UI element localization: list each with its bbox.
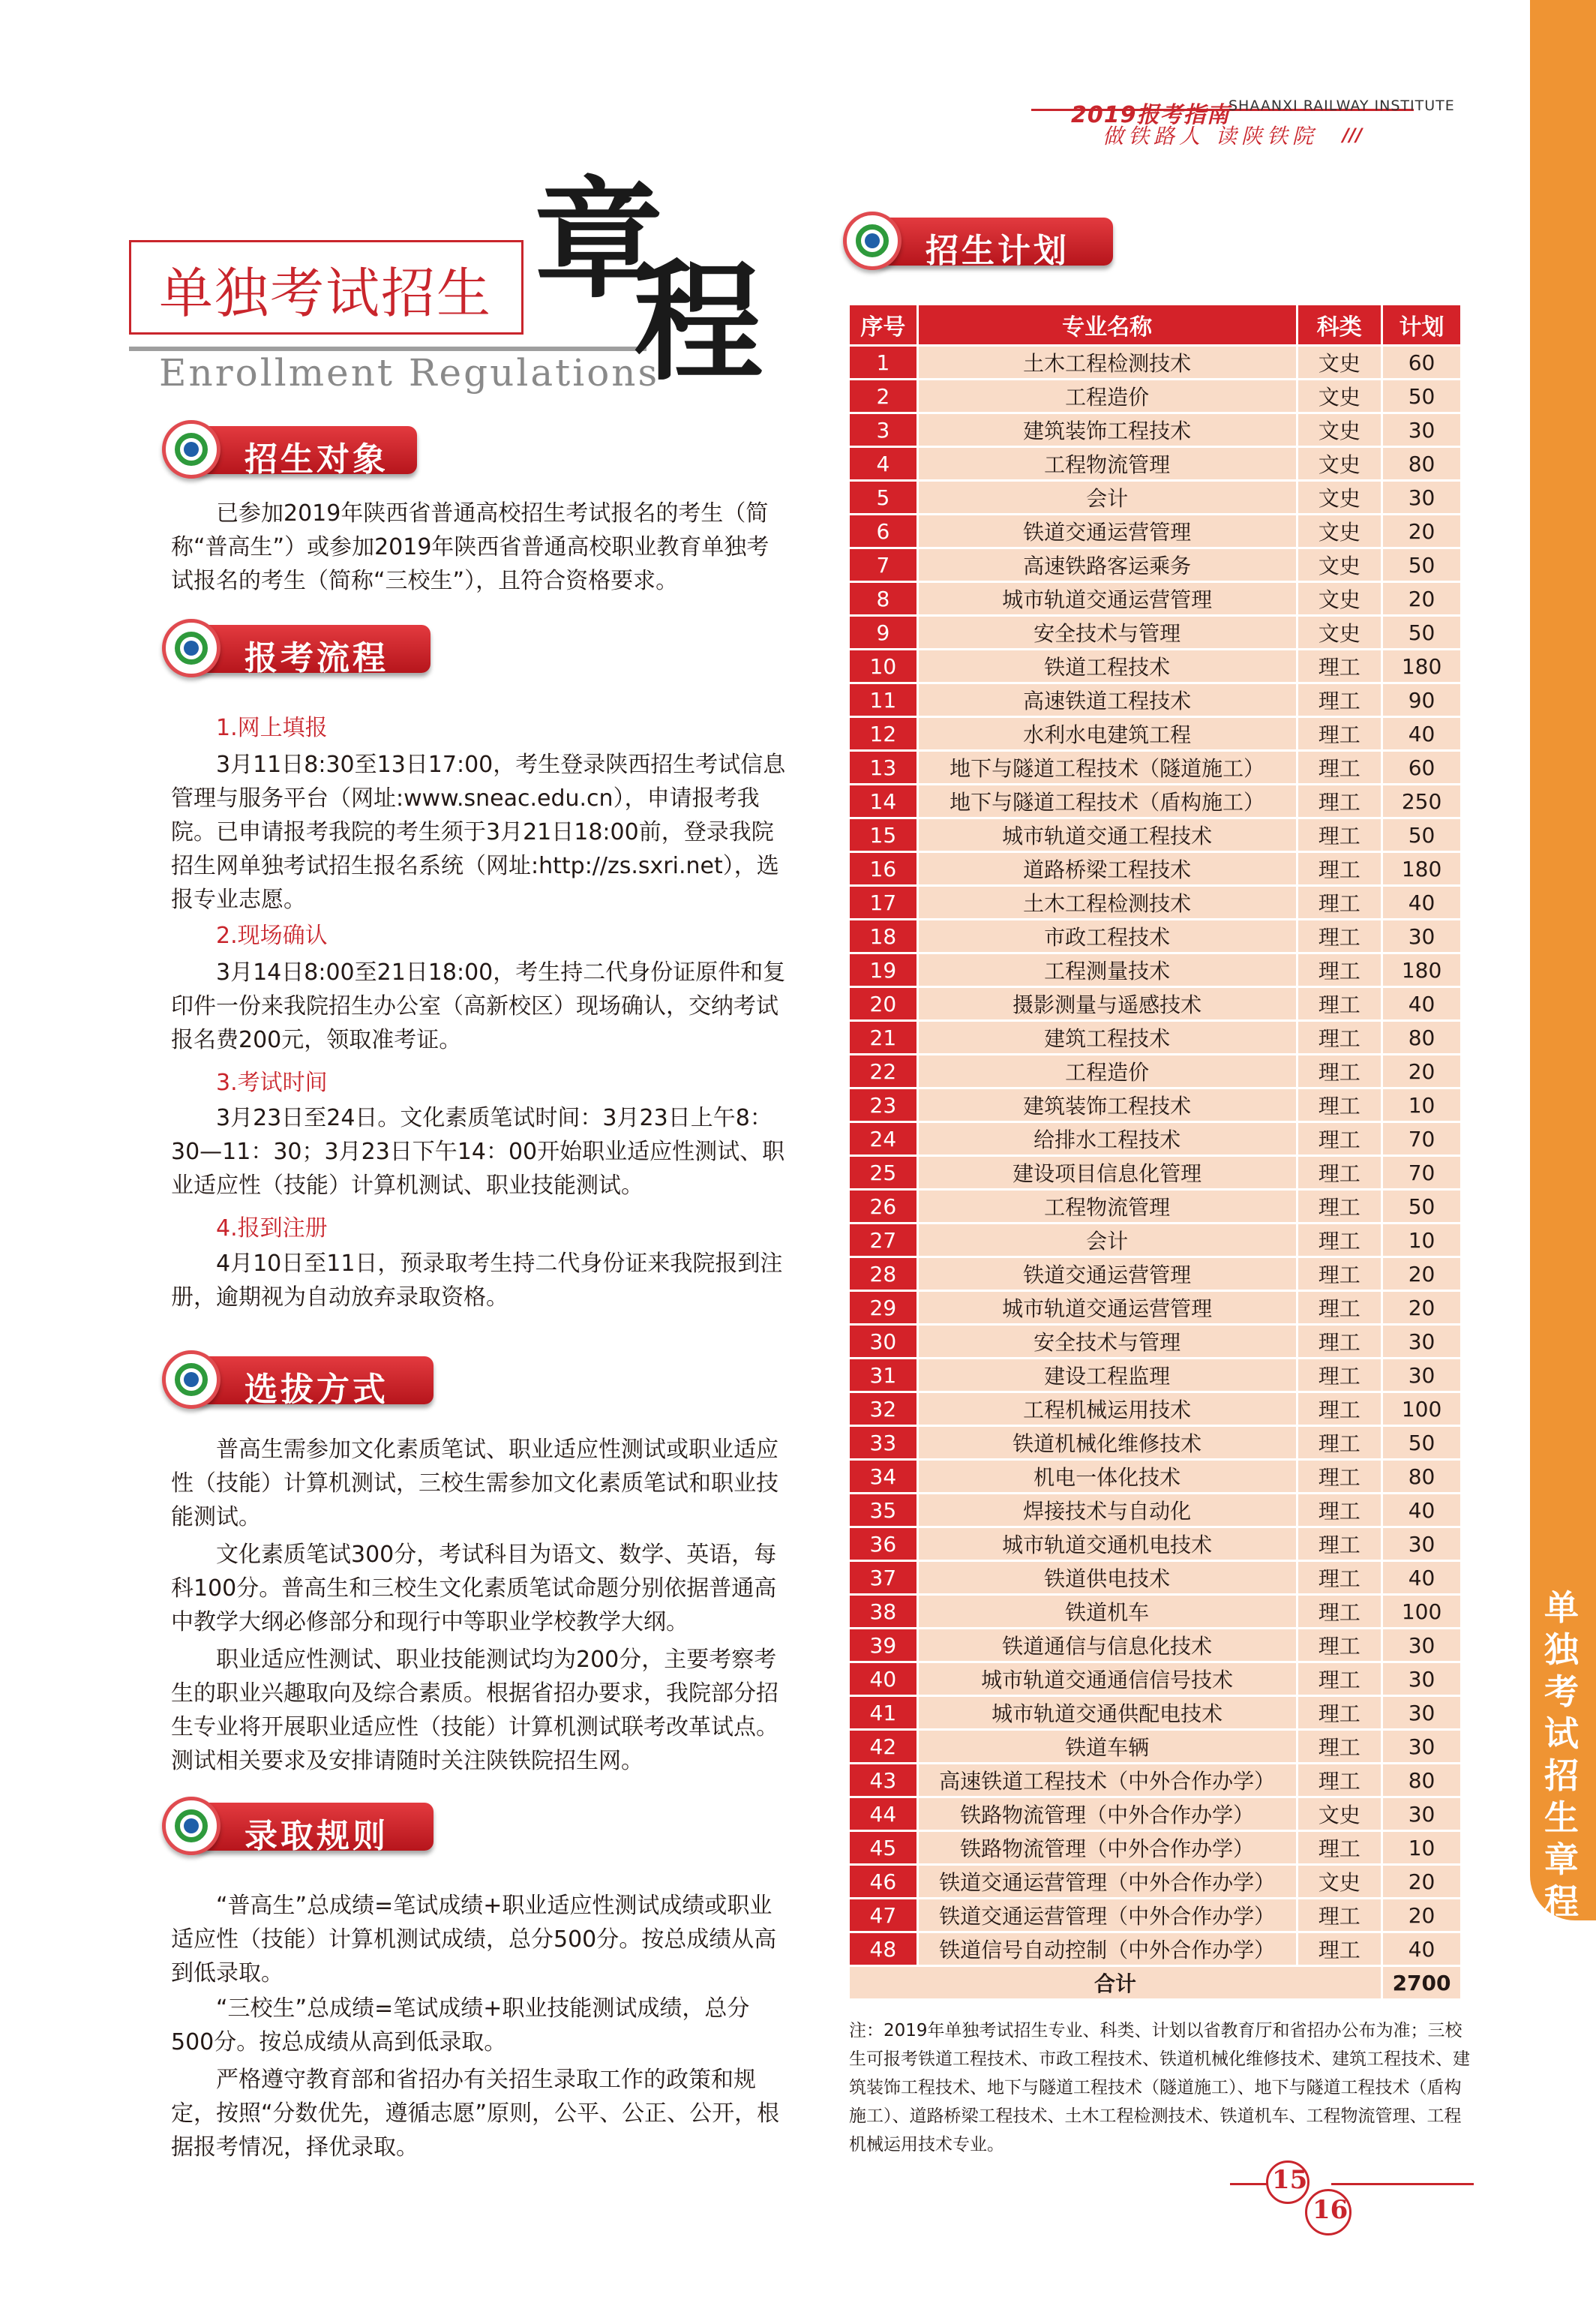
- row-major: 地下与隧道工程技术（盾构施工）: [917, 785, 1297, 818]
- row-category: 理工: [1297, 1156, 1382, 1190]
- selection-paragraph-1: 普高生需参加文化素质笔试、职业适应性测试或职业适应性（技能）计算机测试，三校生需参加文化素质笔试和职业技能测试。: [171, 1437, 778, 1530]
- section-header-admission: [162, 1797, 440, 1857]
- school-logo-icon: [162, 1797, 220, 1855]
- section-header-process: [162, 619, 432, 679]
- row-category: 理工: [1297, 1460, 1382, 1494]
- row-plan: 20: [1382, 515, 1462, 548]
- row-plan: 70: [1382, 1156, 1462, 1190]
- section-pill: [192, 426, 417, 479]
- row-plan: 30: [1382, 920, 1462, 953]
- table-row: [849, 1730, 1462, 1764]
- row-major: 焊接技术与自动化: [917, 1494, 1297, 1527]
- row-plan: 20: [1382, 1865, 1462, 1899]
- row-index: 10: [849, 650, 918, 683]
- row-major: 铁路物流管理（中外合作办学）: [917, 1831, 1297, 1865]
- row-plan: 80: [1382, 1460, 1462, 1494]
- row-category: 理工: [1297, 1696, 1382, 1730]
- row-plan: 40: [1382, 1932, 1462, 1966]
- row-index: 45: [849, 1831, 918, 1865]
- row-index: 31: [849, 1359, 918, 1392]
- row-index: 18: [849, 920, 918, 953]
- row-plan: 50: [1382, 818, 1462, 852]
- table-row: [849, 751, 1462, 785]
- enrollment-plan-table: [848, 303, 1462, 2001]
- row-index: 12: [849, 717, 918, 751]
- row-index: 32: [849, 1392, 918, 1426]
- row-index: 4: [849, 447, 918, 481]
- table-total-row: [849, 1966, 1462, 2000]
- table-row: [849, 987, 1462, 1021]
- row-plan: 30: [1382, 1359, 1462, 1392]
- row-category: 理工: [1297, 1190, 1382, 1224]
- row-index: 13: [849, 751, 918, 785]
- row-index: 40: [849, 1662, 918, 1696]
- row-major: 铁道机车: [917, 1595, 1297, 1629]
- row-category: 理工: [1297, 717, 1382, 751]
- table-row: [849, 1021, 1462, 1055]
- selection-paragraph-2: 文化素质笔试300分，考试科目为语文、数学、英语，每科100分。普高生和三校生文化素质笔试命题分别依据普通高中教学大纲必修部分和现行中等职业学校教学大纲。: [171, 1542, 777, 1635]
- row-plan: 20: [1382, 1899, 1462, 1932]
- header-year-guide: 2019报考指南: [1071, 102, 1230, 128]
- row-plan: 20: [1382, 582, 1462, 616]
- row-index: 26: [849, 1190, 918, 1224]
- table-row: [849, 852, 1462, 886]
- row-major: 道路桥梁工程技术: [917, 852, 1297, 886]
- table-row: [849, 1088, 1462, 1122]
- row-major: 工程测量技术: [917, 953, 1297, 987]
- table-row: [849, 1122, 1462, 1156]
- row-category: 理工: [1297, 886, 1382, 920]
- row-category: 文史: [1297, 1797, 1382, 1831]
- process-step1-title: 1.网上填报: [216, 715, 328, 741]
- table-row: [849, 582, 1462, 616]
- table-row: [849, 1291, 1462, 1325]
- row-index: 38: [849, 1595, 918, 1629]
- row-major: 水利水电建筑工程: [917, 717, 1297, 751]
- section-title: 招生对象: [244, 440, 388, 479]
- header-slogan: 做铁路人 读陕铁院: [1102, 124, 1318, 149]
- table-row: [849, 1325, 1462, 1359]
- title-big-char-2: 程: [634, 246, 763, 398]
- row-category: 文史: [1297, 481, 1382, 515]
- row-plan: 70: [1382, 1122, 1462, 1156]
- row-major: 会计: [917, 481, 1297, 515]
- admission-paragraph-1: “普高生”总成绩=笔试成绩+职业适应性测试成绩或职业适应性（技能）计算机测试成绩，总分500分。按总成绩从高到低录取。: [171, 1893, 777, 1986]
- row-index: 41: [849, 1696, 918, 1730]
- row-index: 48: [849, 1932, 918, 1966]
- table-row: [849, 1257, 1462, 1291]
- row-major: 铁道机械化维修技术: [917, 1426, 1297, 1460]
- table-row: [849, 1359, 1462, 1392]
- row-category: 文史: [1297, 616, 1382, 650]
- row-index: 9: [849, 616, 918, 650]
- table-row: [849, 1561, 1462, 1595]
- row-index: 29: [849, 1291, 918, 1325]
- row-category: 理工: [1297, 1224, 1382, 1257]
- table-row: [849, 1494, 1462, 1527]
- page-number-left: 15: [1272, 2165, 1308, 2195]
- row-plan: 30: [1382, 1797, 1462, 1831]
- row-plan: 10: [1382, 1224, 1462, 1257]
- table-row: [849, 380, 1462, 413]
- row-plan: 50: [1382, 1190, 1462, 1224]
- table-note: 注：2019年单独考试招生专业、科类、计划以省教育厅和省招办公布为准；三校生可报考铁道工程技术、市政工程技术、铁道机械化维修技术、建筑工程技术、建筑装饰工程技术、地下与隧道工程技术（隧道施工）、地下与隧道工程技术（盾构施工）、道路桥梁工程技术、土木工程检测技术、铁道机车、工程物流管理、工程机械运用技术专业。: [849, 2021, 1470, 2154]
- table-row: [849, 717, 1462, 751]
- table-row: [849, 1392, 1462, 1426]
- row-index: 17: [849, 886, 918, 920]
- row-index: 39: [849, 1629, 918, 1662]
- row-plan: 100: [1382, 1392, 1462, 1426]
- row-plan: 30: [1382, 1662, 1462, 1696]
- row-index: 6: [849, 515, 918, 548]
- row-major: 建筑装饰工程技术: [917, 1088, 1297, 1122]
- row-major: 铁道交通运营管理: [917, 515, 1297, 548]
- row-plan: 80: [1382, 1764, 1462, 1797]
- row-category: 文史: [1297, 447, 1382, 481]
- row-major: 建设项目信息化管理: [917, 1156, 1297, 1190]
- table-row: [849, 548, 1462, 582]
- section-header-target: [162, 420, 417, 480]
- row-major: 会计: [917, 1224, 1297, 1257]
- header-bars-decoration: ///: [1342, 125, 1363, 146]
- row-category: 理工: [1297, 953, 1382, 987]
- table-row: [849, 616, 1462, 650]
- row-plan: 60: [1382, 751, 1462, 785]
- row-category: 理工: [1297, 1629, 1382, 1662]
- row-category: 理工: [1297, 1088, 1382, 1122]
- row-category: 文史: [1297, 413, 1382, 447]
- section-header-selection: [162, 1350, 440, 1410]
- row-plan: 50: [1382, 1426, 1462, 1460]
- row-plan: 180: [1382, 953, 1462, 987]
- row-plan: 40: [1382, 886, 1462, 920]
- admission-paragraph-3: 严格遵守教育部和省招办有关招生录取工作的政策和规定，按照“分数优先，遵循志愿”原则，公平、公正、公开，根据报考情况，择优录取。: [171, 2067, 780, 2160]
- table-row: [849, 346, 1462, 380]
- row-major: 市政工程技术: [917, 920, 1297, 953]
- row-major: 城市轨道交通运营管理: [917, 582, 1297, 616]
- row-major: 给排水工程技术: [917, 1122, 1297, 1156]
- row-major: 城市轨道交通工程技术: [917, 818, 1297, 852]
- row-index: 19: [849, 953, 918, 987]
- row-major: 城市轨道交通运营管理: [917, 1291, 1297, 1325]
- row-index: 2: [849, 380, 918, 413]
- row-category: 理工: [1297, 1325, 1382, 1359]
- row-index: 36: [849, 1527, 918, 1561]
- row-plan: 100: [1382, 1595, 1462, 1629]
- row-plan: 20: [1382, 1257, 1462, 1291]
- section-pill: [192, 1356, 434, 1409]
- row-category: 理工: [1297, 683, 1382, 717]
- row-plan: 10: [1382, 1088, 1462, 1122]
- process-step2-title: 2.现场确认: [216, 923, 328, 949]
- row-major: 安全技术与管理: [917, 1325, 1297, 1359]
- table-row: [849, 1696, 1462, 1730]
- school-logo-icon: [162, 1350, 220, 1409]
- row-category: 理工: [1297, 1291, 1382, 1325]
- row-category: 理工: [1297, 1662, 1382, 1696]
- table-row: [849, 1527, 1462, 1561]
- row-category: 文史: [1297, 515, 1382, 548]
- row-index: 22: [849, 1055, 918, 1088]
- page-title: 单独考试招生: [159, 262, 493, 325]
- row-index: 47: [849, 1899, 918, 1932]
- process-step3-title: 3.考试时间: [216, 1070, 328, 1096]
- total-label: 合计: [849, 1966, 1382, 2000]
- row-major: 工程物流管理: [917, 447, 1297, 481]
- row-category: 理工: [1297, 1426, 1382, 1460]
- row-major: 铁道交通运营管理（中外合作办学）: [917, 1899, 1297, 1932]
- row-index: 14: [849, 785, 918, 818]
- row-major: 机电一体化技术: [917, 1460, 1297, 1494]
- row-major: 摄影测量与遥感技术: [917, 987, 1297, 1021]
- row-major: 铁道信号自动控制（中外合作办学）: [917, 1932, 1297, 1966]
- row-index: 35: [849, 1494, 918, 1527]
- row-category: 理工: [1297, 1764, 1382, 1797]
- section-title: 选拔方式: [244, 1371, 388, 1409]
- row-category: 理工: [1297, 1494, 1382, 1527]
- row-plan: 10: [1382, 1831, 1462, 1865]
- row-category: 理工: [1297, 1595, 1382, 1629]
- process-step2-text: 3月14日8:00至21日18:00，考生持二代身份证原件和复印件一份来我院招生办公室（高新校区）现场确认，交纳考试报名费200元，领取准考证。: [171, 959, 786, 1053]
- table-body: [849, 346, 1462, 1966]
- row-plan: 250: [1382, 785, 1462, 818]
- row-major: 土木工程检测技术: [917, 886, 1297, 920]
- row-major: 工程物流管理: [917, 1190, 1297, 1224]
- table-row: [849, 1224, 1462, 1257]
- title-english: Enrollment Regulations: [159, 351, 660, 395]
- process-step1-text: 3月11日8:30至13日17:00，考生登录陕西招生考试信息管理与服务平台（网址:www.sneac.edu.cn），申请报考我院。已申请报考我院的考生须于3月21日18:00前，登录我院招生网单独考试招生报名系统（网址:http://zs.sxri.net），选报专业志愿。: [171, 752, 786, 913]
- row-index: 15: [849, 818, 918, 852]
- row-category: 理工: [1297, 1932, 1382, 1966]
- row-index: 16: [849, 852, 918, 886]
- section-pill: [192, 625, 430, 677]
- table-row: [849, 818, 1462, 852]
- school-logo-icon: [843, 212, 902, 270]
- table-row: [849, 1055, 1462, 1088]
- row-major: 铁路物流管理（中外合作办学）: [917, 1797, 1297, 1831]
- row-index: 43: [849, 1764, 918, 1797]
- section-pill: [192, 1803, 434, 1855]
- row-category: 理工: [1297, 987, 1382, 1021]
- row-index: 5: [849, 481, 918, 515]
- row-plan: 30: [1382, 413, 1462, 447]
- row-category: 理工: [1297, 1055, 1382, 1088]
- row-category: 理工: [1297, 1730, 1382, 1764]
- row-major: 城市轨道交通通信信号技术: [917, 1662, 1297, 1696]
- table-row: [849, 1662, 1462, 1696]
- row-major: 高速铁道工程技术（中外合作办学）: [917, 1764, 1297, 1797]
- row-category: 理工: [1297, 818, 1382, 852]
- table-row: [849, 515, 1462, 548]
- selection-paragraph-3: 职业适应性测试、职业技能测试均为200分，主要考察考生的职业兴趣取向及综合素质。根据省招办要求，我院部分招生专业将开展职业适应性（技能）计算机测试联考改革试点。测试相关要求及安排请随时关注陕铁院招生网。: [171, 1647, 778, 1774]
- process-step4-title: 4.报到注册: [216, 1215, 328, 1242]
- section-title: 录取规则: [244, 1817, 388, 1855]
- table-row: [849, 953, 1462, 987]
- row-index: 21: [849, 1021, 918, 1055]
- row-plan: 80: [1382, 1021, 1462, 1055]
- target-paragraph: 已参加2019年陕西省普通高校招生考试报名的考生（简称“普高生”）或参加2019年陕西省普通高校职业教育单独考试报名的考生（简称“三校生”），且符合资格要求。: [171, 500, 770, 594]
- row-major: 建筑装饰工程技术: [917, 413, 1297, 447]
- row-index: 11: [849, 683, 918, 717]
- page-number-rule: [1230, 2183, 1268, 2185]
- row-major: 工程造价: [917, 1055, 1297, 1088]
- row-category: 文史: [1297, 380, 1382, 413]
- row-index: 28: [849, 1257, 918, 1291]
- row-category: 文史: [1297, 346, 1382, 380]
- row-index: 37: [849, 1561, 918, 1595]
- row-plan: 40: [1382, 1494, 1462, 1527]
- row-category: 理工: [1297, 1561, 1382, 1595]
- page-number-rule: [1331, 2183, 1474, 2185]
- row-index: 1: [849, 346, 918, 380]
- table-row: [849, 1190, 1462, 1224]
- row-major: 安全技术与管理: [917, 616, 1297, 650]
- row-plan: 30: [1382, 1730, 1462, 1764]
- section-title: 报考流程: [244, 639, 388, 677]
- row-index: 8: [849, 582, 918, 616]
- table-row: [849, 1595, 1462, 1629]
- row-index: 30: [849, 1325, 918, 1359]
- table-row: [849, 1865, 1462, 1899]
- row-category: 理工: [1297, 1899, 1382, 1932]
- row-plan: 30: [1382, 1696, 1462, 1730]
- row-index: 42: [849, 1730, 918, 1764]
- row-major: 高速铁路客运乘务: [917, 548, 1297, 582]
- row-plan: 30: [1382, 481, 1462, 515]
- header-major: 专业名称: [917, 305, 1297, 346]
- row-index: 33: [849, 1426, 918, 1460]
- table-row: [849, 481, 1462, 515]
- row-category: 理工: [1297, 650, 1382, 683]
- table-row: [849, 920, 1462, 953]
- row-index: 24: [849, 1122, 918, 1156]
- row-category: 理工: [1297, 852, 1382, 886]
- row-major: 地下与隧道工程技术（隧道施工）: [917, 751, 1297, 785]
- page-number-right: 16: [1312, 2195, 1348, 2225]
- header-index: 序号: [849, 305, 918, 346]
- row-major: 铁道车辆: [917, 1730, 1297, 1764]
- row-major: 铁道交通运营管理: [917, 1257, 1297, 1291]
- row-category: 文史: [1297, 548, 1382, 582]
- table-row: [849, 1764, 1462, 1797]
- row-index: 46: [849, 1865, 918, 1899]
- table-row: [849, 683, 1462, 717]
- row-plan: 40: [1382, 1561, 1462, 1595]
- side-tab-label: 单独考试招生章程: [1544, 1587, 1579, 1922]
- row-plan: 20: [1382, 1055, 1462, 1088]
- school-logo-icon: [162, 420, 220, 479]
- section-pill: [873, 218, 1113, 270]
- row-category: 文史: [1297, 582, 1382, 616]
- row-plan: 90: [1382, 683, 1462, 717]
- table-row: [849, 650, 1462, 683]
- row-category: 理工: [1297, 1392, 1382, 1426]
- title-big-char-1: 章: [534, 164, 663, 316]
- table-row: [849, 1426, 1462, 1460]
- table-row: [849, 1831, 1462, 1865]
- table-row: [849, 447, 1462, 481]
- row-major: 建筑工程技术: [917, 1021, 1297, 1055]
- header-category: 科类: [1297, 305, 1382, 346]
- process-step3-text: 3月23日至24日。文化素质笔试时间：3月23日上午8：30—11：30；3月23日下午14：00开始职业适应性测试、职业适应性（技能）计算机测试、职业技能测试。: [171, 1105, 785, 1199]
- table-row: [849, 1460, 1462, 1494]
- row-plan: 180: [1382, 650, 1462, 683]
- row-major: 铁道交通运营管理（中外合作办学）: [917, 1865, 1297, 1899]
- row-major: 铁道供电技术: [917, 1561, 1297, 1595]
- row-category: 理工: [1297, 1527, 1382, 1561]
- row-major: 铁道通信与信息化技术: [917, 1629, 1297, 1662]
- row-category: 理工: [1297, 1359, 1382, 1392]
- row-major: 城市轨道交通机电技术: [917, 1527, 1297, 1561]
- row-category: 理工: [1297, 1021, 1382, 1055]
- table-row: [849, 1629, 1462, 1662]
- process-step4-text: 4月10日至11日，预录取考生持二代身份证来我院报到注册，逾期视为自动放弃录取资格。: [171, 1251, 783, 1311]
- row-plan: 180: [1382, 852, 1462, 886]
- row-index: 3: [849, 413, 918, 447]
- row-plan: 50: [1382, 380, 1462, 413]
- row-category: 理工: [1297, 785, 1382, 818]
- row-index: 20: [849, 987, 918, 1021]
- row-plan: 50: [1382, 616, 1462, 650]
- row-category: 文史: [1297, 1865, 1382, 1899]
- row-plan: 80: [1382, 447, 1462, 481]
- row-category: 理工: [1297, 1257, 1382, 1291]
- school-logo-icon: [162, 619, 220, 677]
- section-header-plan: [843, 212, 1120, 272]
- table-header-row: [849, 305, 1462, 346]
- total-value: 2700: [1382, 1966, 1462, 2000]
- row-category: 理工: [1297, 1831, 1382, 1865]
- row-plan: 40: [1382, 987, 1462, 1021]
- row-category: 理工: [1297, 920, 1382, 953]
- admission-paragraph-2: “三校生”总成绩=笔试成绩+职业技能测试成绩，总分500分。按总成绩从高到低录取。: [171, 1995, 750, 2055]
- header-institute: SHAANXI RAILWAY INSTITUTE: [1228, 98, 1455, 114]
- row-category: 理工: [1297, 1122, 1382, 1156]
- row-plan: 30: [1382, 1527, 1462, 1561]
- row-major: 城市轨道交通供配电技术: [917, 1696, 1297, 1730]
- row-index: 23: [849, 1088, 918, 1122]
- header-plan: 计划: [1382, 305, 1462, 346]
- row-plan: 60: [1382, 346, 1462, 380]
- table-row: [849, 886, 1462, 920]
- row-major: 高速铁道工程技术: [917, 683, 1297, 717]
- row-plan: 20: [1382, 1291, 1462, 1325]
- table-row: [849, 785, 1462, 818]
- row-category: 理工: [1297, 751, 1382, 785]
- row-major: 土木工程检测技术: [917, 346, 1297, 380]
- row-plan: 30: [1382, 1629, 1462, 1662]
- row-plan: 50: [1382, 548, 1462, 582]
- section-title: 招生计划: [926, 232, 1070, 270]
- row-index: 25: [849, 1156, 918, 1190]
- table-row: [849, 1932, 1462, 1966]
- row-plan: 40: [1382, 717, 1462, 751]
- row-major: 工程机械运用技术: [917, 1392, 1297, 1426]
- table-row: [849, 1899, 1462, 1932]
- table-row: [849, 1797, 1462, 1831]
- row-index: 34: [849, 1460, 918, 1494]
- row-plan: 30: [1382, 1325, 1462, 1359]
- table-row: [849, 1156, 1462, 1190]
- table-row: [849, 413, 1462, 447]
- row-major: 铁道工程技术: [917, 650, 1297, 683]
- row-index: 7: [849, 548, 918, 582]
- row-index: 44: [849, 1797, 918, 1831]
- row-index: 27: [849, 1224, 918, 1257]
- row-major: 工程造价: [917, 380, 1297, 413]
- row-major: 建设工程监理: [917, 1359, 1297, 1392]
